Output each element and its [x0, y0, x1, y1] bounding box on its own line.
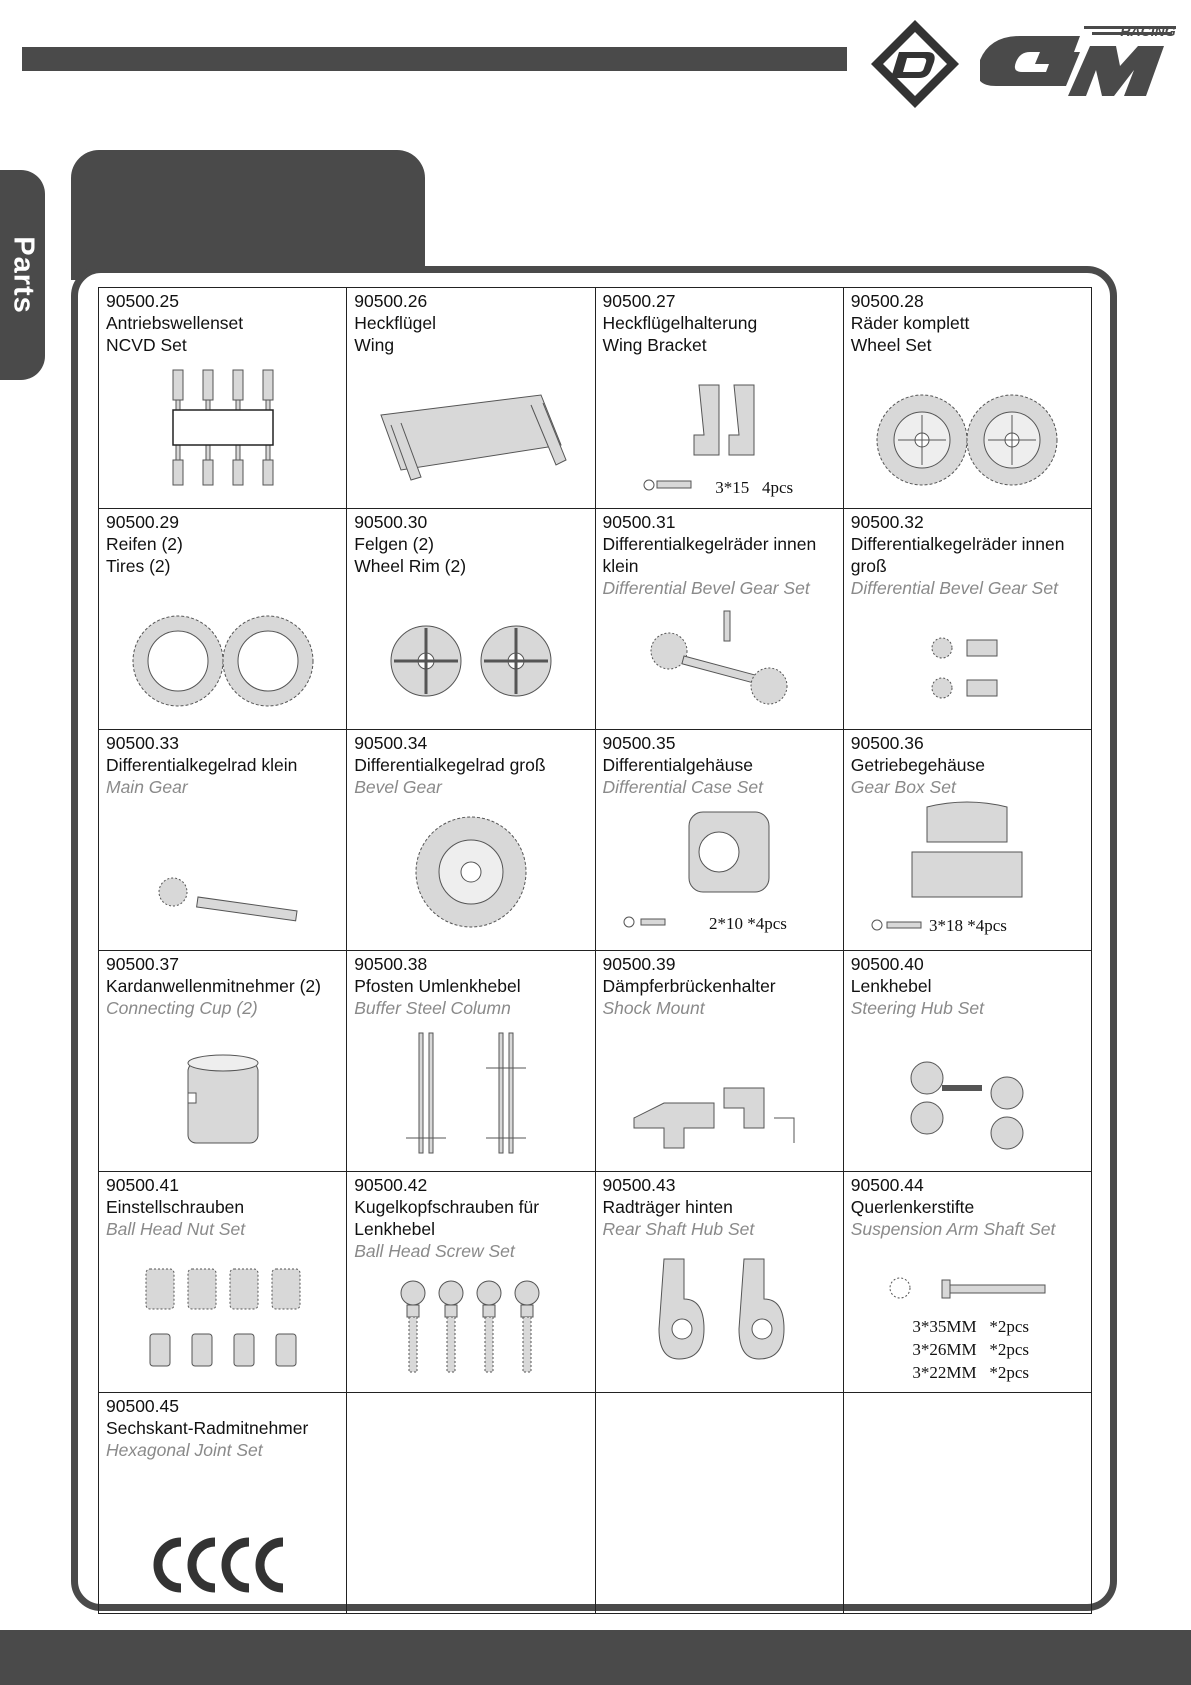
part-cell — [595, 509, 843, 730]
part-cell-content — [603, 290, 836, 504]
part-number: 90500.27 — [602, 291, 676, 311]
part-name-de: Querlenkerstifte — [850, 1197, 975, 1217]
parts-grid-row — [99, 1393, 1092, 1614]
connecting-cup-icon — [168, 1048, 278, 1163]
part-note: 2*10 *4pcs — [709, 914, 788, 933]
parts-grid-row — [99, 509, 1092, 730]
part-cell-content — [851, 1174, 1084, 1388]
part-cell — [99, 730, 347, 951]
part-cell — [99, 1172, 347, 1393]
part-name-en: Gear Box Set — [850, 777, 956, 797]
part-cell — [595, 951, 843, 1172]
part-name-en: NCVD Set — [106, 335, 187, 355]
part-number: 90500.33 — [106, 733, 179, 753]
part-cell — [347, 951, 595, 1172]
empty-cell — [347, 1393, 595, 1614]
part-cell-content — [851, 511, 1084, 725]
rear-hub-icon — [644, 1239, 794, 1384]
part-cell-content — [106, 1395, 339, 1609]
parts-grid — [98, 287, 1092, 1614]
part-cell — [843, 951, 1091, 1172]
part-name-de: Einstellschrauben — [106, 1197, 245, 1217]
part-cell-content — [603, 953, 836, 1167]
rear-wing-icon — [371, 385, 571, 500]
part-cell — [595, 730, 843, 951]
part-name-en: Tires (2) — [106, 556, 171, 576]
part-cell — [99, 1393, 347, 1614]
part-name-en: Buffer Steel Column — [354, 998, 511, 1018]
part-name-de: Pfosten Umlenkhebel — [354, 976, 521, 996]
part-number: 90500.37 — [106, 954, 179, 974]
part-cell — [595, 1172, 843, 1393]
part-cell-content — [354, 511, 587, 725]
part-note: 3*15 4pcs — [715, 478, 794, 497]
part-cell-content — [851, 732, 1084, 946]
part-cell-content — [106, 511, 339, 725]
part-name-de: Getriebegehäuse — [850, 755, 986, 775]
part-cell — [99, 951, 347, 1172]
part-name-en: Wing Bracket — [602, 335, 707, 355]
part-name-en: Shock Mount — [602, 998, 705, 1018]
part-cell — [595, 288, 843, 509]
part-cell-content — [603, 511, 836, 725]
part-name-en: Bevel Gear — [354, 777, 442, 797]
part-name-en: Differential Bevel Gear Set — [850, 578, 1058, 598]
drive-shafts-icon — [163, 365, 283, 500]
svg-text:RACING: RACING — [1120, 23, 1176, 39]
part-name-en: Hexagonal Joint Set — [106, 1440, 263, 1460]
part-name-en: Rear Shaft Hub Set — [602, 1219, 755, 1239]
part-cell-content — [354, 953, 587, 1167]
shock-mount-icon — [624, 1058, 814, 1163]
part-cell — [843, 288, 1091, 509]
part-cell-content — [106, 1174, 339, 1388]
part-cell-content — [354, 732, 587, 946]
part-number: 90500.40 — [850, 954, 924, 974]
ball-head-screws-icon — [391, 1279, 551, 1384]
part-cell — [99, 509, 347, 730]
bevel-gear-set-small-icon — [644, 606, 794, 721]
part-number: 90500.39 — [602, 954, 676, 974]
part-cell-content — [603, 732, 836, 946]
part-number: 90500.42 — [354, 1175, 428, 1195]
part-cell-content — [106, 953, 339, 1167]
part-cell-content — [106, 290, 339, 504]
parts-grid-row — [99, 730, 1092, 951]
part-number: 90500.29 — [106, 512, 179, 532]
part-cell — [843, 1172, 1091, 1393]
part-name-de: Differentialkegelräder innen klein — [602, 534, 817, 576]
part-name-en: Differential Case Set — [602, 777, 763, 797]
part-cell — [347, 730, 595, 951]
part-name-en: Wheel Rim (2) — [354, 556, 467, 576]
part-number: 90500.28 — [850, 291, 924, 311]
part-name-de: Antriebswellenset — [106, 313, 244, 333]
part-number: 90500.30 — [354, 512, 428, 532]
part-cell — [843, 509, 1091, 730]
part-name-de: Radträger hinten — [602, 1197, 733, 1217]
empty-cell — [595, 1393, 843, 1614]
part-cell-content — [851, 290, 1084, 504]
section-side-tab — [0, 170, 45, 380]
brand-diamond-logo-icon — [869, 18, 961, 110]
header-bar — [22, 47, 847, 71]
part-name-de: Heckflügelhalterung — [602, 313, 758, 333]
part-name-de: Sechskant-Radmitnehmer — [106, 1418, 309, 1438]
part-name-en: Steering Hub Set — [850, 998, 985, 1018]
part-note: 3*18 *4pcs — [929, 916, 1008, 935]
bevel-gear-icon — [411, 807, 531, 942]
part-note-line: 3*26MM *2pcs — [912, 1340, 1030, 1359]
part-cell — [347, 288, 595, 509]
part-name-en: Wheel Set — [850, 335, 932, 355]
steel-columns-icon — [391, 1028, 551, 1163]
parts-grid-row — [99, 1172, 1092, 1393]
parts-grid-row — [99, 951, 1092, 1172]
part-number: 90500.35 — [602, 733, 676, 753]
part-name-de: Heckflügel — [354, 313, 436, 333]
tires-icon — [128, 606, 318, 721]
part-name-de: Kugelkopfschrauben für Lenkhebel — [354, 1197, 540, 1239]
section-side-tab-label: Parts — [7, 236, 39, 314]
part-cell-content — [354, 290, 587, 504]
part-cell-content — [106, 732, 339, 946]
part-number: 90500.32 — [850, 512, 924, 532]
part-number: 90500.34 — [354, 733, 428, 753]
part-number: 90500.43 — [602, 1175, 676, 1195]
part-note-list — [882, 1315, 1052, 1384]
bevel-gear-set-large-icon — [912, 626, 1022, 721]
empty-cell — [843, 1393, 1091, 1614]
part-cell — [347, 1172, 595, 1393]
ball-head-nuts-icon — [138, 1259, 308, 1384]
gear-box-icon — [867, 797, 1067, 942]
part-name-de: Felgen (2) — [354, 534, 435, 554]
part-number: 90500.44 — [850, 1175, 924, 1195]
hex-joints-icon — [153, 1530, 293, 1605]
part-cell — [843, 730, 1091, 951]
footer-bar — [0, 1630, 1191, 1685]
part-name-en: Differential Bevel Gear Set — [602, 578, 810, 598]
part-cell-content — [603, 1174, 836, 1388]
part-name-en: Ball Head Screw Set — [354, 1241, 515, 1261]
wheel-set-icon — [872, 385, 1062, 500]
arm-shafts-icon — [882, 1270, 1052, 1384]
steering-hub-icon — [892, 1048, 1042, 1163]
part-cell-content — [851, 953, 1084, 1167]
part-cell — [347, 509, 595, 730]
differential-case-icon — [619, 807, 819, 942]
part-number: 90500.25 — [106, 291, 179, 311]
wing-bracket-icon — [639, 375, 799, 500]
part-note-line: 3*22MM *2pcs — [912, 1363, 1030, 1382]
part-name-de: Differentialgehäuse — [602, 755, 753, 775]
part-name-de: Differentialkegelrad groß — [354, 755, 546, 775]
part-name-de: Lenkhebel — [850, 976, 932, 996]
part-note-line: 3*35MM *2pcs — [912, 1317, 1030, 1336]
part-cell — [99, 288, 347, 509]
part-number: 90500.38 — [354, 954, 428, 974]
part-name-de: Reifen (2) — [106, 534, 183, 554]
parts-grid-row — [99, 288, 1092, 509]
section-header-tab — [71, 150, 425, 280]
part-name-en: Suspension Arm Shaft Set — [850, 1219, 1056, 1239]
part-name-en: Main Gear — [106, 777, 188, 797]
part-name-de: Differentialkegelrad klein — [106, 755, 298, 775]
part-number: 90500.31 — [602, 512, 676, 532]
part-name-de: Kardanwellenmitnehmer (2) — [106, 976, 321, 996]
part-number: 90500.36 — [850, 733, 924, 753]
part-name-de: Dämpferbrückenhalter — [602, 976, 776, 996]
gm-racing-logo-icon — [980, 18, 1180, 102]
part-number: 90500.26 — [354, 291, 428, 311]
part-number: 90500.41 — [106, 1175, 179, 1195]
part-number: 90500.45 — [106, 1396, 179, 1416]
part-name-en: Connecting Cup (2) — [106, 998, 258, 1018]
wheel-rims-icon — [376, 606, 566, 721]
main-gear-icon — [138, 867, 308, 942]
part-name-de: Differentialkegelräder innen groß — [850, 534, 1065, 576]
part-name-en: Ball Head Nut Set — [106, 1219, 246, 1239]
part-name-en: Wing — [354, 335, 395, 355]
part-name-de: Räder komplett — [850, 313, 970, 333]
part-cell-content — [354, 1174, 587, 1388]
